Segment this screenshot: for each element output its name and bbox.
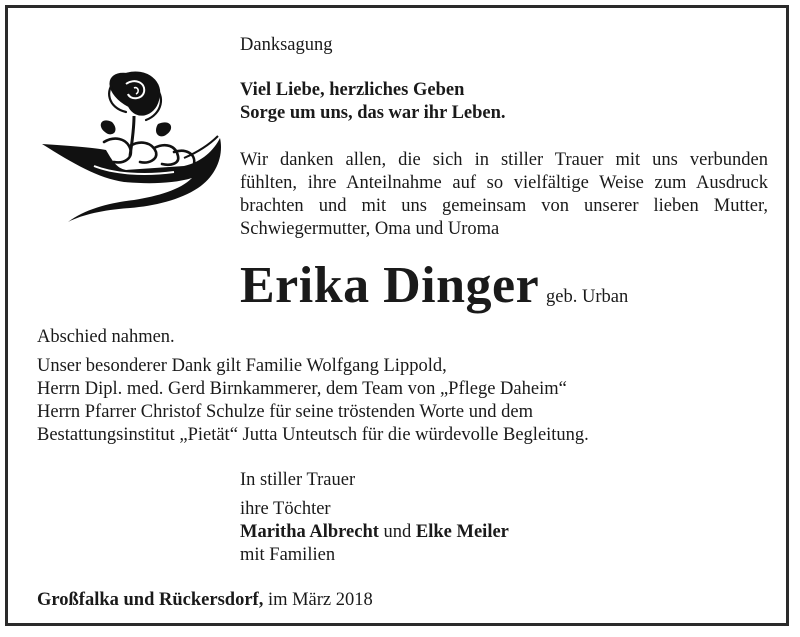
- mourner-name-1: Maritha Albrecht: [240, 522, 379, 542]
- mourners-families: mit Familien: [240, 545, 336, 565]
- heading-danksagung: Danksagung: [240, 35, 333, 55]
- obituary-card: [5, 5, 789, 626]
- special-thanks-line-3: Herrn Pfarrer Christof Schulze für seine tröstenden Worte und dem: [37, 402, 533, 422]
- thanks-line-3: brachten und mit uns gemeinsam von unserer lieben Mutter,: [240, 196, 768, 216]
- thanks-line-2: fühlten, ihre Anteilnahme auf so vielfältige Weise zum Ausdruck: [240, 173, 768, 193]
- footer-date: im März 2018: [267, 590, 373, 610]
- mourners-connector: und: [383, 522, 412, 542]
- mourners-names: [240, 521, 509, 544]
- footer-place-date: [37, 589, 373, 612]
- mourner-name-2: Elke Meiler: [415, 522, 509, 542]
- deceased-maiden-name: geb. Urban: [546, 287, 629, 307]
- mourners-relation: ihre Töchter: [240, 499, 331, 519]
- thanks-line-4: Schwiegermutter, Oma und Uroma: [240, 219, 500, 239]
- rose-in-hands-icon: [34, 66, 224, 226]
- special-thanks-line-4: Bestattungsinstitut „Pietät“ Jutta Unteutsch für die würdevolle Begleitung.: [37, 425, 589, 445]
- thanks-line-1: Wir danken allen, die sich in stiller Trauer mit uns verbunden: [240, 150, 768, 170]
- mourners-intro: In stiller Trauer: [240, 470, 356, 490]
- poem-line-2: Sorge um uns, das war ihr Leben.: [240, 103, 506, 123]
- special-thanks-line-2: Herrn Dipl. med. Gerd Birnkammerer, dem Team von „Pflege Daheim“: [37, 379, 567, 399]
- footer-place: Großfalka und Rückersdorf,: [37, 590, 264, 610]
- farewell-text: Abschied nahmen.: [37, 327, 175, 347]
- special-thanks-line-1: Unser besonderer Dank gilt Familie Wolfgang Lippold,: [37, 356, 447, 376]
- deceased-name: Erika Dinger: [240, 257, 540, 314]
- poem-line-1: Viel Liebe, herzliches Geben: [240, 80, 465, 100]
